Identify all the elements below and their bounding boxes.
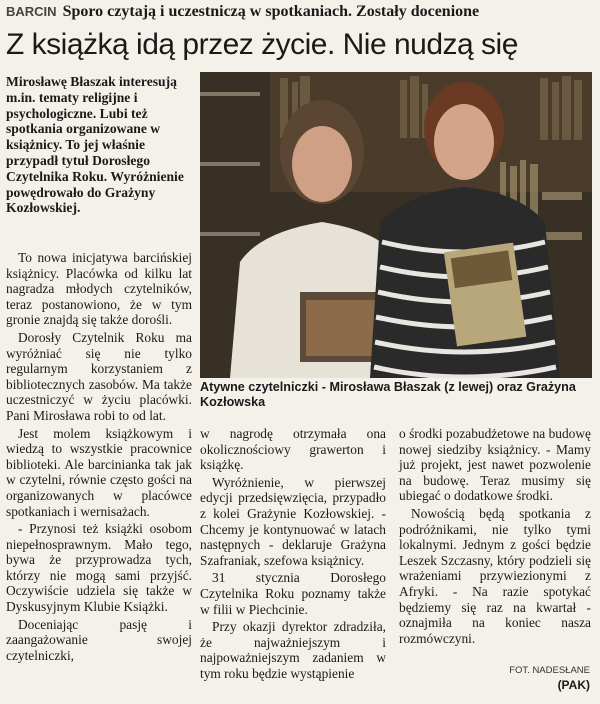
kicker-text: Sporo czytają i uczestniczą w spotkaniach. Zostały docenione xyxy=(62,3,480,20)
column-3-paragraph: Nowością będą spotkania z podróżnikami, nie tylko tymi lokalnymi. Jednym z gości będzie Leszek Szczasny, który podzieli się wrażeniami przywiezionymi z Afryki. - Na razie spotykać będziemy się raz na kwartał - oznajmiła na koniec nasza rozmówczyni. xyxy=(399,505,591,646)
column-1-paragraph: Dorosły Czytelnik Roku ma wyróżniać się nie tylko regularnym korzystaniem z bibliotecznych zasobów. Ma także uczestniczyć w życiu placówki. Pani Mirosława robi to od lat. xyxy=(6,329,192,423)
column-2-paragraph: Wyróżnienie, w pierwszej edycji przedsięwzięcia, przypadło z kolei Grażynie Kozłowskiej. - Chcemy je kontynuować w latach następnych - deklaruje Grażyna Szafraniak, szefowa książnicy. xyxy=(200,474,386,568)
column-1-paragraph: - Przynosi też książki osobom niepełnosprawnym. Mało tego, bywa że przyprowadza tych, którzy nie mogą sami przyjść. Oczywiście udziela się także w Dyskusyjnym Klubie Książki. xyxy=(6,521,192,615)
kicker-place: BARCIN xyxy=(6,4,57,19)
column-1 xyxy=(6,250,192,665)
lead-paragraph: Mirosławę Błaszak interesują m.in. tematy religijne i psychologiczne. Lubi też spotkania organizowane w książnicy. To jej właśnie przypadł tytuł Dorosłego Czytelnika Roku. Wyróżnienie powędrowało do Grażyny Kozłowskiej. xyxy=(6,74,184,216)
photo-caption: Atywne czytelniczki - Mirosława Błaszak (z lewej) oraz Grażyna Kozłowska xyxy=(200,380,576,409)
article-photo xyxy=(200,72,592,378)
photo-illustration xyxy=(200,72,592,378)
column-2 xyxy=(200,426,386,684)
column-2-paragraph: 31 stycznia Dorosłego Czytelnika Roku poznamy także w filii w Piechcinie. xyxy=(200,570,386,617)
column-3-paragraph: o środki pozabudżetowe na budowę nowej siedziby książnicy. - Mamy już projekt, jest nawet pozwolenie na budowę. Teraz musimy się ubiegać o dodatkowe środki. xyxy=(399,426,591,504)
kicker-line xyxy=(6,3,596,25)
photo-credit: FOT. NADESŁANE xyxy=(509,665,590,676)
column-1-paragraph: Doceniając pasję i zaangażowanie swojej czytelniczki, xyxy=(6,616,192,663)
column-3 xyxy=(399,426,591,648)
column-2-paragraph: Przy okazji dyrektor zdradziła, że najważniejszym i najpoważniejszym zadaniem w tym roku będzie wystąpienie xyxy=(200,619,386,681)
column-1-paragraph: To nowa inicjatywa barcińskiej książnicy. Placówka od kilku lat nagradza młodych czytelników, teraz postanowiono, że w tym gronie znajdą się także dorośli. xyxy=(6,250,192,328)
column-1-paragraph: Jest molem książkowym i wiedzą to wszystkie pracownice biblioteki. Ale barcinianka tak jak w czytelni, równie często gości na organizowanych w placówce spotkaniach i wernisażach. xyxy=(6,425,192,519)
author-signature: (PAK) xyxy=(557,678,590,692)
column-2-paragraph: w nagrodę otrzymała ona okolicznościowy grawerton i książkę. xyxy=(200,426,386,473)
headline: Z książką idą przez życie. Nie nudzą się xyxy=(6,28,518,61)
